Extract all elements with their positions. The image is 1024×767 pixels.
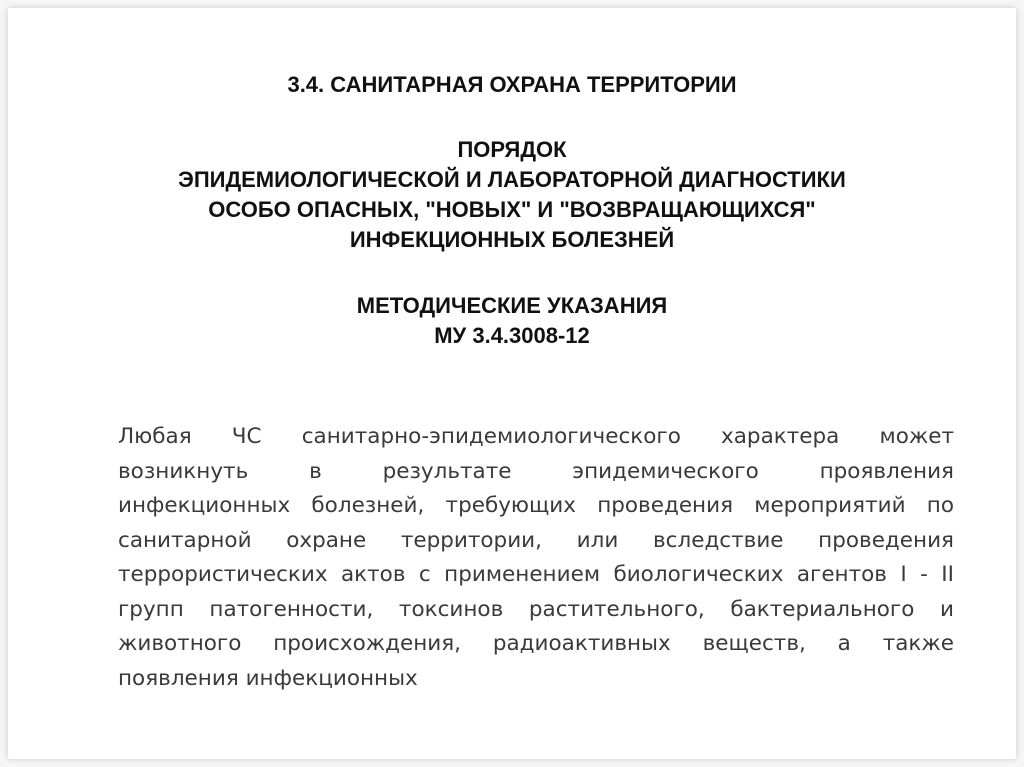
section-title-block bbox=[8, 70, 1016, 100]
document-code: МУ 3.4.3008-12 bbox=[434, 323, 590, 348]
body-paragraph bbox=[118, 420, 954, 696]
section-title: 3.4. САНИТАРНАЯ ОХРАНА ТЕРРИТОРИИ bbox=[287, 72, 737, 97]
slide bbox=[8, 8, 1016, 759]
body-line: появления инфекционных bbox=[118, 665, 418, 691]
body-line: инфекционных болезней, требующих проведения мероприятий по bbox=[118, 493, 954, 518]
body-line: санитарной охране территории, или вследствие проведения bbox=[118, 527, 954, 553]
body-line: возникнуть в результате эпидемического проявления bbox=[118, 458, 954, 484]
body-line: террористических актов с применением биологических агентов I - II bbox=[118, 562, 954, 587]
document-type-block bbox=[8, 291, 1016, 351]
document-title-block bbox=[8, 135, 1016, 255]
document-type-label: МЕТОДИЧЕСКИЕ УКАЗАНИЯ bbox=[356, 293, 668, 318]
document-title-line: ПОРЯДОК bbox=[457, 137, 567, 162]
document-title-line: ИНФЕКЦИОННЫХ БОЛЕЗНЕЙ bbox=[349, 227, 675, 252]
document-title-line: ЭПИДЕМИОЛОГИЧЕСКОЙ И ЛАБОРАТОРНОЙ ДИАГНОСТИКИ bbox=[178, 167, 846, 192]
document-title-line: ОСОБО ОПАСНЫХ, "НОВЫХ" И "ВОЗВРАЩАЮЩИХСЯ" bbox=[208, 197, 816, 222]
body-line: животного происхождения, радиоактивных веществ, а также bbox=[118, 631, 954, 656]
body-line: групп патогенности, токсинов растительного, бактериального и bbox=[118, 596, 954, 622]
body-line: Любая ЧС санитарно-эпидемиологического характера может bbox=[118, 424, 954, 449]
